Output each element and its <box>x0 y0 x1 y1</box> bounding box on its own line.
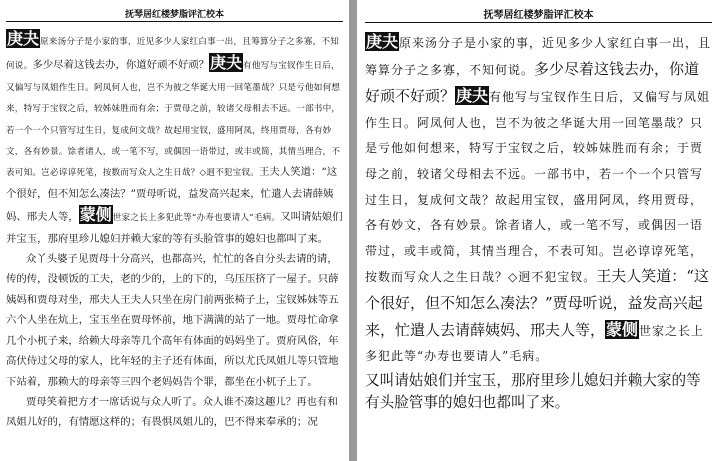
header-rule <box>6 21 343 22</box>
paragraph <box>365 370 714 414</box>
main-text: 王夫人笑道：“这个很好，但不知怎么凑法？”贾母听说，益发高兴起来，忙遣人去请薛姨妈、邢夫人等， <box>365 267 709 339</box>
annotation-tag: 庚夬 <box>366 32 399 51</box>
paragraph <box>6 247 343 390</box>
running-header: 抚琴居红楼梦脂评汇校本 <box>483 10 594 21</box>
main-text: 贾母笑着把方才一席话说与众人听了。众人谁不凑这趣儿？再也有和凤姐儿好的，有情愿这样的；有畏惧凤姐儿的，巴不得来奉承的；况 <box>6 395 338 429</box>
annotation-tag: 庚夬 <box>456 86 489 106</box>
commentary-text: 原来汤分子是小家的事，近见多少人家红白事一出，且筹算分子之多寡，不知何说。 <box>6 37 340 72</box>
paragraph <box>365 29 714 370</box>
running-header: 抚琴居红楼梦脂评汇校本 <box>124 10 224 20</box>
commentary-text: 世家之长上多犯此等“办寿也要请人”毛病。 <box>365 323 705 364</box>
paragraph <box>6 390 343 431</box>
annotation-tag: 蒙侧 <box>606 319 639 339</box>
page-text <box>357 29 720 414</box>
annotation-tag: 蒙侧 <box>79 205 112 225</box>
main-text: 王夫人笑道：“这个很好，但不知怎么凑法？”贾母听说，益发高兴起来，忙遣人去请薛姨妈、邢夫人等， <box>6 166 338 224</box>
main-text: 又叫请姑娘们并宝玉，那府里珍儿媳妇并赖大家的等有头脸管事的媳妇也都叫了来。 <box>365 371 701 411</box>
main-text: 多少尽着这钱去办，你道好顽不好顽？ <box>365 59 700 106</box>
main-text: 又叫请姑娘们并宝玉，那府里珍儿媳妇并赖大家的等有头脸管事的媳妇也都叫了来。 <box>6 211 343 245</box>
page-text <box>0 26 349 431</box>
main-text: 多少尽着这钱去办，你道好顽不好顽？ <box>32 59 210 72</box>
annotation-tag: 庚夬 <box>7 29 40 48</box>
header-rule <box>365 22 712 23</box>
page-left <box>0 0 349 461</box>
commentary-text: 有他写与宝钗作生日后，又偏写与凤姐作生日。阿凤何人也，岂不为彼之华诞大用一回笔墨哉？只是亏他如何想来，特写于宝钗之后，较姊妹胜而有余；于贾母之前，较诸父母相去不远。一部书中，若一个一个只管写过生日，复成何文哉？故起用宝钗，盛用阿凤，终用贾母，各有妙文，各有妙景。馀者诸人，或一笔不写，或偶因一语带过，或丰或简，其情当理合，不表可知。岂必谆谆死笔，按数而写众人之生日哉？◇迥不犯宝钗。 <box>365 90 711 285</box>
commentary-text: 世家之长上多犯此等“办寿也要请人”毛病。 <box>112 213 281 224</box>
main-text: 众丫头婆子见贾母十分高兴，也都高兴，忙忙的各自分头去请的请，传的传，没顿饭的工夫，老的少的，上的下的，乌压压挤了一屋子。只薛姨妈和贾母对坐，邢夫人王夫人只坐在房门前两张椅子上，宝钗姊妹等五六个人坐在炕上，宝玉坐在贾母怀前，地下满满的站了一地。贾母忙命拿几个小杌子来，给赖大母亲等几个高年有体面的妈妈坐了。贾府风俗，年高伏侍过父母的家人，比年轻的主子还有体面，所以尤氏凤姐儿等只管地下站着，那赖大的母亲等三四个老妈妈告个罪，都坐在小杌子上了。 <box>6 253 339 388</box>
commentary-text: 原来汤分子是小家的事，近见多少人家红白事一出，且筹算分子之多寡，不知何说。 <box>365 36 712 77</box>
page-right <box>357 0 720 461</box>
paragraph <box>6 26 343 247</box>
commentary-text: 有他写与宝钗作生日后，又偏写与凤姐作生日。阿凤何人也，岂不为彼之华诞大用一回笔墨哉？只是亏他如何想来，特写于宝钗之后，较姊妹胜而有余；于贾母之前，较诸父母相去不远。一部书中，若一个一个只管写过生日，复成何文哉？故起用宝钗，盛用阿凤，终用贾母，各有妙文，各有妙景。馀者诸人，或一笔不写，或偶因一语带过，或丰或简，其情当理合，不表可知。岂必谆谆死笔，按数而写众人之生日哉？◇迥不犯宝钗。 <box>6 61 341 179</box>
annotation-tag: 庚夬 <box>210 53 243 73</box>
